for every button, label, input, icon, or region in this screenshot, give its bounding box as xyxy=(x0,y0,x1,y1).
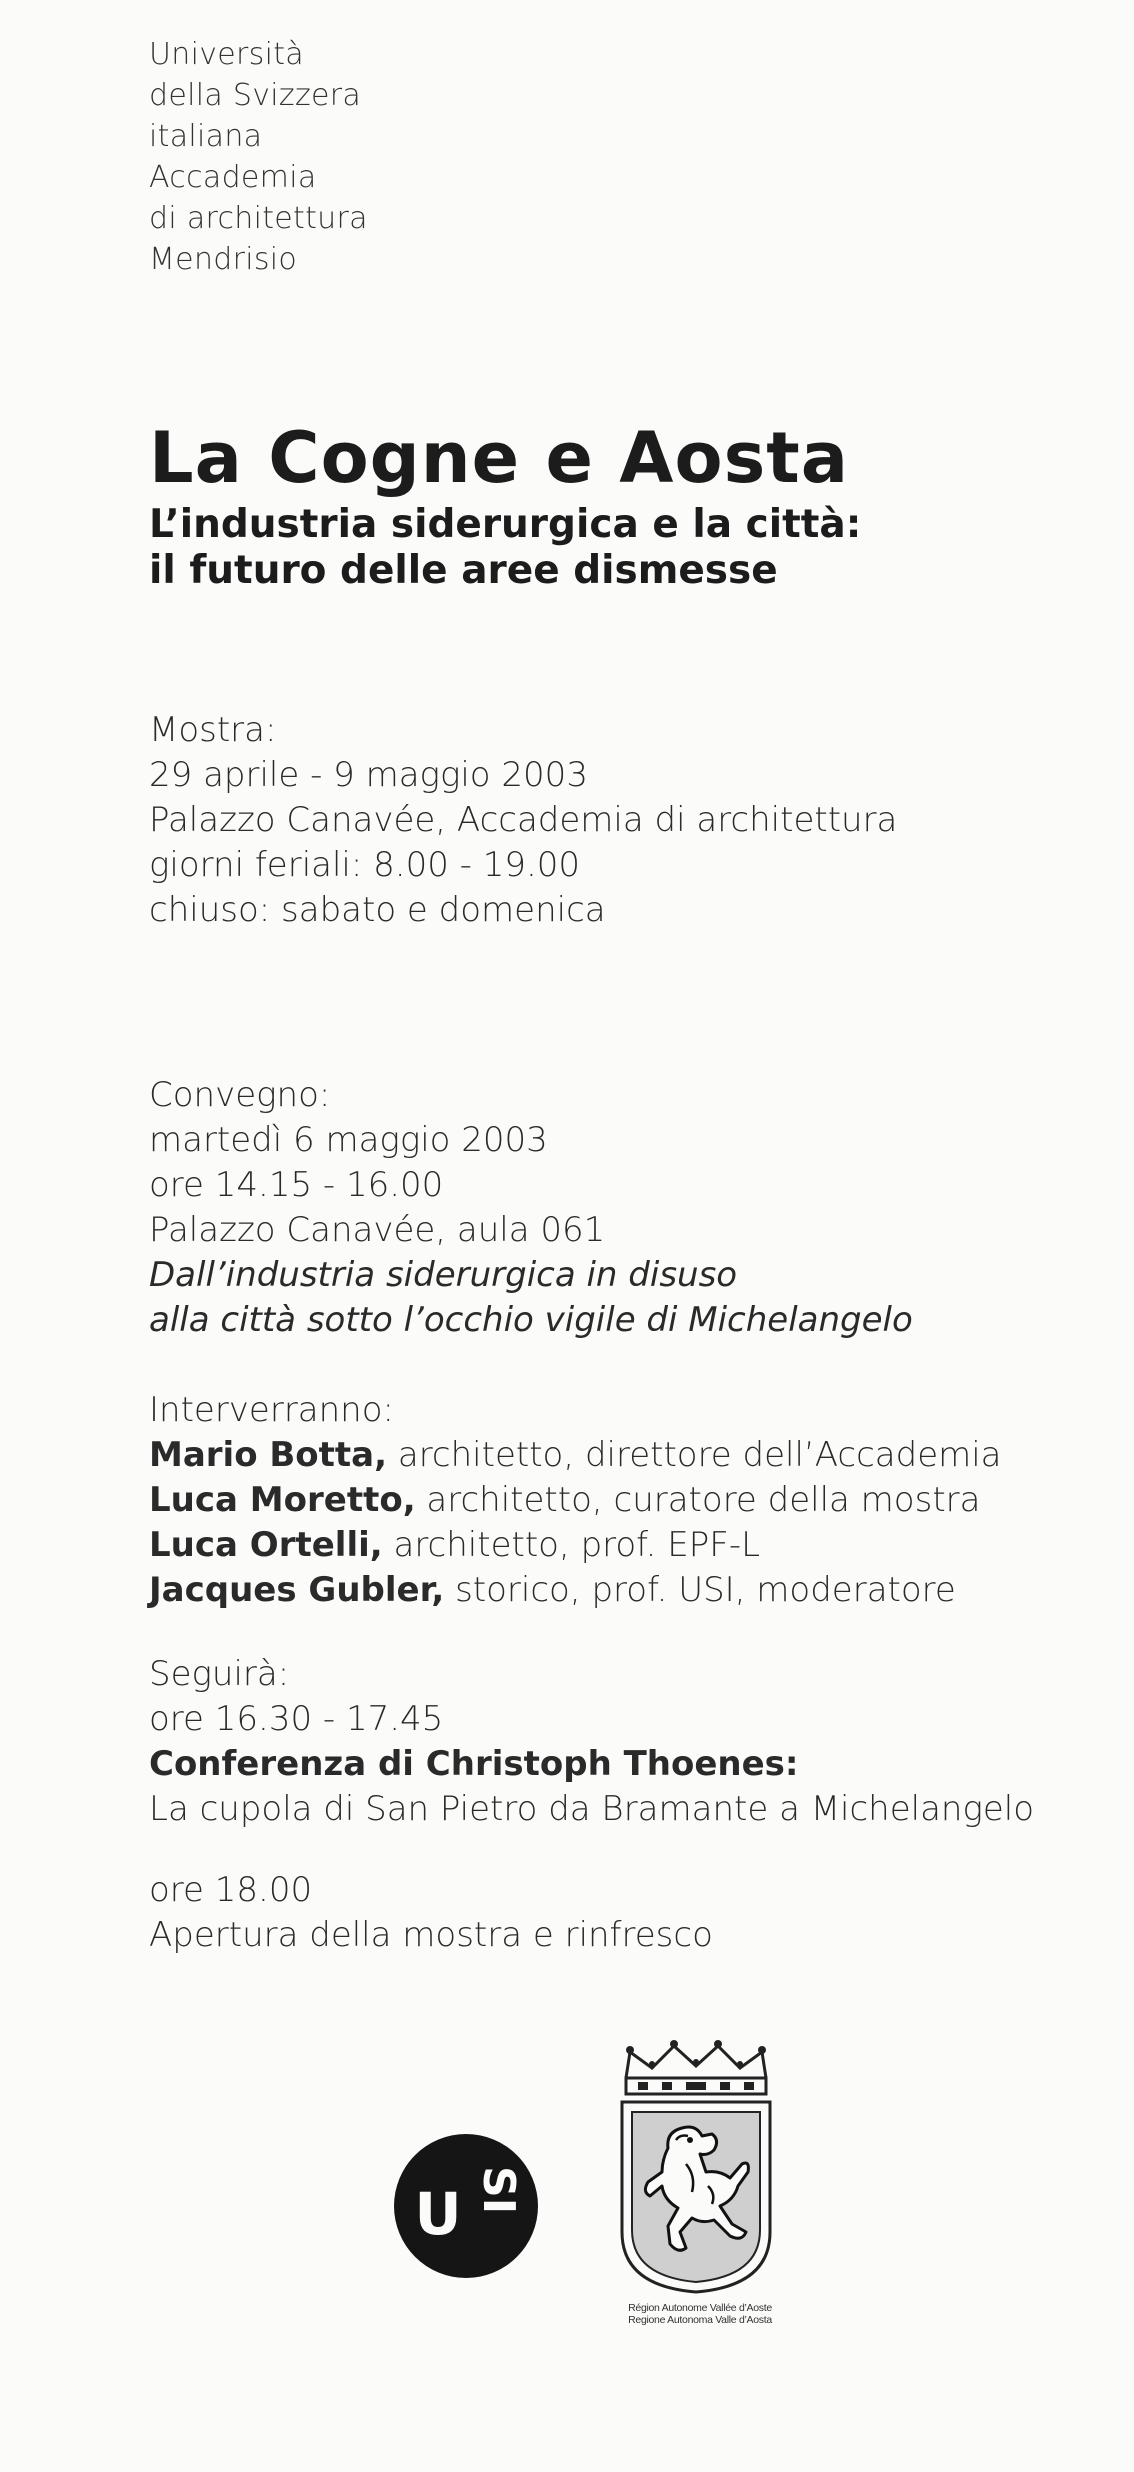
institution-line: italiana xyxy=(149,119,263,154)
exhibition-venue: Palazzo Canavée, Accademia di architettura xyxy=(149,800,898,840)
page-title: La Cogne e Aosta xyxy=(149,417,849,499)
institution-line: Accademia xyxy=(149,160,317,195)
opening-time: ore 18.00 xyxy=(149,1870,313,1910)
usi-logo xyxy=(392,2132,540,2280)
conference-time: ore 14.15 - 16.00 xyxy=(149,1165,444,1205)
speaker-line xyxy=(149,1433,1002,1478)
lecture-block xyxy=(149,1652,1034,1832)
conference-theme-line: alla città sotto l’occhio vigile di Michelangelo xyxy=(149,1300,913,1340)
speaker-name: Luca Ortelli, xyxy=(149,1525,383,1565)
lecture-heading: Seguirà: xyxy=(149,1654,290,1694)
institution-block xyxy=(149,34,368,280)
speaker-role: storico, prof. USI, moderatore xyxy=(444,1570,956,1610)
speaker-role: architetto, direttore dell’Accademia xyxy=(387,1435,1002,1475)
subtitle-line: il futuro delle aree dismesse xyxy=(149,548,778,593)
region-caption-line: Regione Autonoma Valle d’Aosta xyxy=(628,2314,772,2326)
lecture-speaker: Conferenza di Christoph Thoenes: xyxy=(149,1744,799,1784)
speaker-role: architetto, prof. EPF-L xyxy=(382,1525,761,1565)
subtitle-line: L’industria siderurgica e la città: xyxy=(149,502,862,547)
exhibition-block xyxy=(149,708,897,933)
speaker-line xyxy=(149,1568,1002,1613)
conference-block xyxy=(149,1073,913,1343)
exhibition-heading: Mostra: xyxy=(149,710,277,750)
opening-event: Apertura della mostra e rinfresco xyxy=(149,1915,713,1955)
speakers-block xyxy=(149,1388,1002,1613)
institution-line: Mendrisio xyxy=(149,242,298,277)
exhibition-dates: 29 aprile - 9 maggio 2003 xyxy=(149,755,588,795)
region-caption xyxy=(614,2302,786,2326)
usi-logo-letter-u: U xyxy=(414,2180,462,2248)
page-subtitle xyxy=(149,502,861,594)
speaker-line xyxy=(149,1523,1002,1568)
speakers-heading: Interverranno: xyxy=(149,1390,394,1430)
usi-logo-letters-si: SI xyxy=(473,2166,524,2215)
conference-venue: Palazzo Canavée, aula 061 xyxy=(149,1210,606,1250)
institution-line: della Svizzera xyxy=(149,78,362,113)
speaker-name: Luca Moretto, xyxy=(149,1480,416,1520)
conference-heading: Convegno: xyxy=(149,1075,331,1115)
exhibition-hours: giorni feriali: 8.00 - 19.00 xyxy=(149,845,581,885)
institution-line: di architettura xyxy=(149,201,368,236)
conference-theme-line: Dall’industria siderurgica in disuso xyxy=(149,1255,738,1295)
speaker-role: architetto, curatore della mostra xyxy=(415,1480,981,1520)
speaker-name: Jacques Gubler, xyxy=(149,1570,445,1610)
exhibition-closed: chiuso: sabato e domenica xyxy=(149,890,606,930)
region-caption-line: Région Autonome Vallée d’Aoste xyxy=(628,2302,772,2314)
aosta-valley-coat-of-arms-icon xyxy=(616,2036,776,2296)
speaker-line xyxy=(149,1478,1002,1523)
conference-date: martedì 6 maggio 2003 xyxy=(149,1120,548,1160)
speaker-name: Mario Botta, xyxy=(149,1435,388,1475)
lecture-title: La cupola di San Pietro da Bramante a Michelangelo xyxy=(149,1789,1035,1829)
lecture-time: ore 16.30 - 17.45 xyxy=(149,1699,444,1739)
institution-line: Università xyxy=(149,37,304,72)
opening-block xyxy=(149,1868,713,1958)
